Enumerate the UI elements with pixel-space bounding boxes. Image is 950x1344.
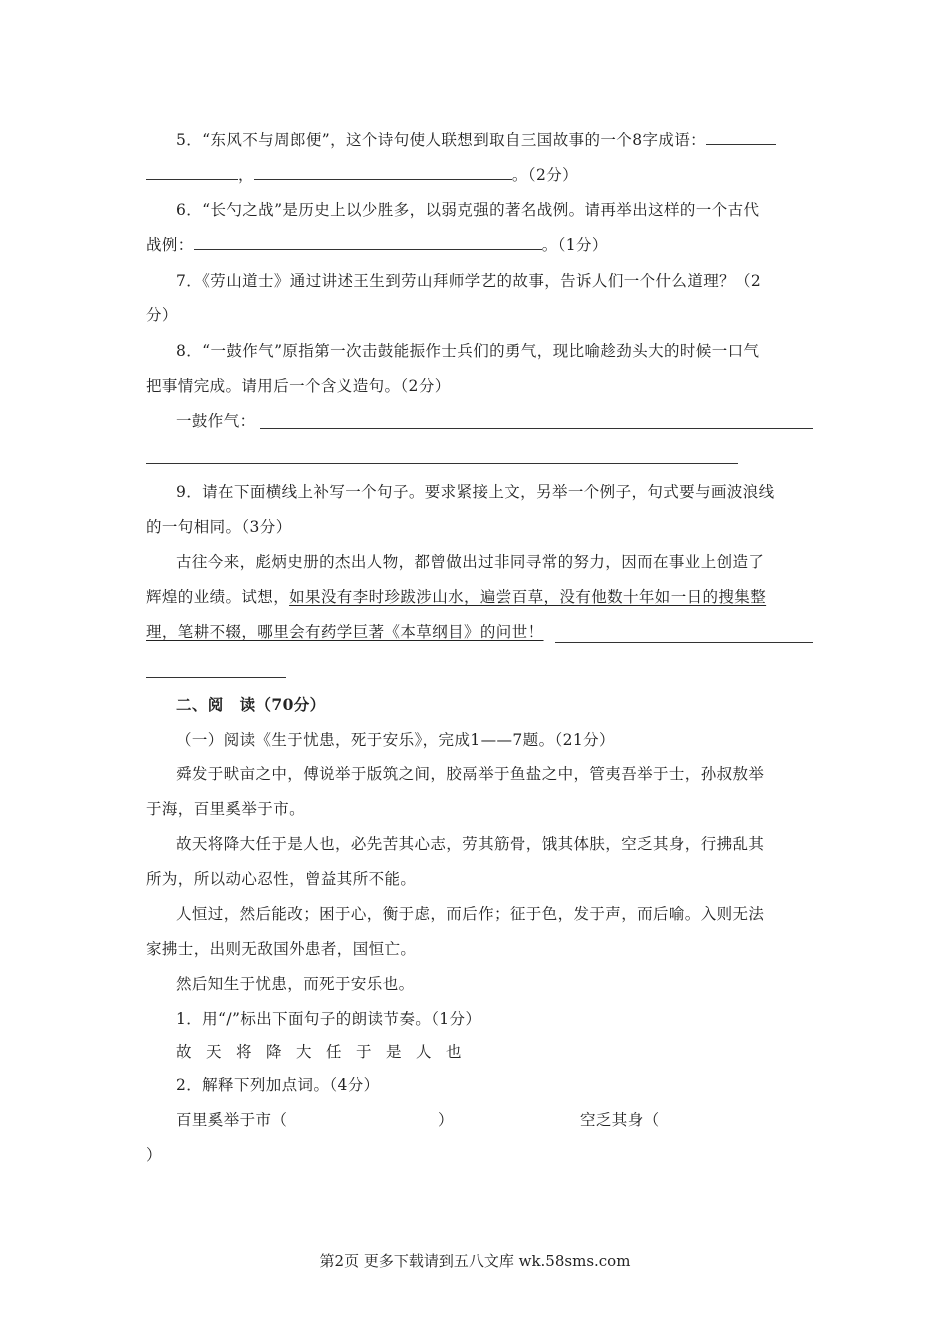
q5-blank-1[interactable] xyxy=(706,130,776,145)
q9-wavy-sentence-part1: 如果没有李时珍跋涉山水，遍尝百草，没有他数十年如一日的搜集整 xyxy=(289,588,767,606)
question-9-line2: 的一句相同。（3分） xyxy=(146,518,292,536)
passage-p3-line2: 家拂士，出则无敌国外患者，国恒亡。 xyxy=(146,940,417,958)
question-7-line2: 分） xyxy=(146,306,178,324)
passage-p1-line1: 舜发于畎亩之中，傅说举于版筑之间，胶鬲举于鱼盐之中，管夷吾举于士，孙叔敖举 xyxy=(176,765,765,783)
reading-question-1: 1．用“/”标出下面句子的朗读节奏。（1分） xyxy=(176,1010,482,1028)
q5-blank-2[interactable] xyxy=(146,165,238,180)
question-5 xyxy=(176,130,776,150)
char[interactable]: 降 xyxy=(266,1043,282,1061)
q9-passage-plain: 辉煌的业绩。试想， xyxy=(146,588,290,606)
char[interactable]: 天 xyxy=(206,1043,222,1061)
q6-prefix: 战例： xyxy=(146,236,194,254)
question-7: 7．《劳山道士》通过讲述王生到劳山拜师学艺的故事，告诉人们一个什么道理？（2 xyxy=(176,272,762,290)
question-6-line2 xyxy=(146,235,608,255)
q9-answer-line-2[interactable] xyxy=(146,677,286,678)
char[interactable]: 大 xyxy=(296,1043,312,1061)
passage-p4: 然后知生于忧患，而死于安乐也。 xyxy=(176,975,415,993)
q9-answer-line-1[interactable] xyxy=(555,642,813,643)
reading-q1-sentence xyxy=(176,1042,476,1062)
question-6: 6．“长勺之战”是历史上以少胜多，以弱克强的著名战例。请再举出这样的一个古代 xyxy=(176,201,760,219)
q2-item-1 xyxy=(176,1110,287,1130)
q5-blank-3[interactable] xyxy=(254,165,512,180)
question-8: 8．“一鼓作气”原指第一次击鼓能振作士兵们的勇气，现比喻趁劲头大的时候一口气 xyxy=(176,342,760,360)
q9-passage-line3 xyxy=(146,622,544,642)
char[interactable]: 于 xyxy=(356,1043,372,1061)
q9-passage-line1: 古往今来，彪炳史册的杰出人物，都曾做出过非同寻常的努力，因而在事业上创造了 xyxy=(176,553,765,571)
page-footer: 第2页 更多下载请到五八文库 wk.58sms.com xyxy=(319,1252,631,1270)
passage-p2-line1: 故天将降大任于是人也，必先苦其心志，劳其筋骨，饿其体肤，空乏其身，行拂乱其 xyxy=(176,835,765,853)
q8-answer-label: 一鼓作气： xyxy=(176,412,256,430)
question-8-line2: 把事情完成。请用后一个含义造句。（2分） xyxy=(146,377,451,395)
passage-p2-line2: 所为，所以动心忍性，曾益其所不能。 xyxy=(146,870,417,888)
q2-item-2-close: ） xyxy=(146,1146,162,1164)
q6-score: 。（1分） xyxy=(541,236,608,254)
q6-blank[interactable] xyxy=(194,235,542,250)
char[interactable]: 故 xyxy=(176,1043,192,1061)
passage-p1-line2: 于海，百里奚举于市。 xyxy=(146,800,306,818)
char[interactable]: 任 xyxy=(326,1043,342,1061)
char[interactable]: 也 xyxy=(446,1043,462,1061)
char[interactable]: 将 xyxy=(236,1043,252,1061)
section-2-subtitle: （一）阅读《生于忧患，死于安乐》，完成1——7题。（21分） xyxy=(176,731,615,749)
q5-score: 。（2分） xyxy=(511,166,579,184)
question-9: 9．请在下面横线上补写一个句子。要求紧接上文，另举一个例子，句式要与画波浪线 xyxy=(176,483,775,501)
passage-p3-line1: 人恒过，然后能改；困于心，衡于虑，而后作；征于色，发于声，而后喻。入则无法 xyxy=(176,905,765,923)
char[interactable]: 人 xyxy=(416,1043,432,1061)
reading-question-2: 2．解释下列加点词。（4分） xyxy=(176,1076,380,1094)
q5-comma: ， xyxy=(238,166,254,184)
question-5-line2 xyxy=(146,165,578,185)
q5-text: 5．“东风不与周郎便”，这个诗句使人联想到取自三国故事的一个8字成语： xyxy=(176,131,707,149)
char[interactable]: 是 xyxy=(386,1043,402,1061)
q8-answer-line-2[interactable] xyxy=(146,463,738,464)
q2-item-1-close: ） xyxy=(438,1111,454,1129)
q2-item-1-text: 百里奚举于市（ xyxy=(176,1111,288,1129)
q9-passage-line2 xyxy=(146,587,766,607)
q8-answer-line-1[interactable] xyxy=(260,428,813,429)
q2-item-2: 空乏其身（ xyxy=(580,1111,660,1129)
q9-wavy-sentence-part2: 理，笔耕不辍，哪里会有药学巨著《本草纲目》的问世！ xyxy=(146,623,544,641)
section-2-title: 二、阅 读（70分） xyxy=(176,695,326,714)
